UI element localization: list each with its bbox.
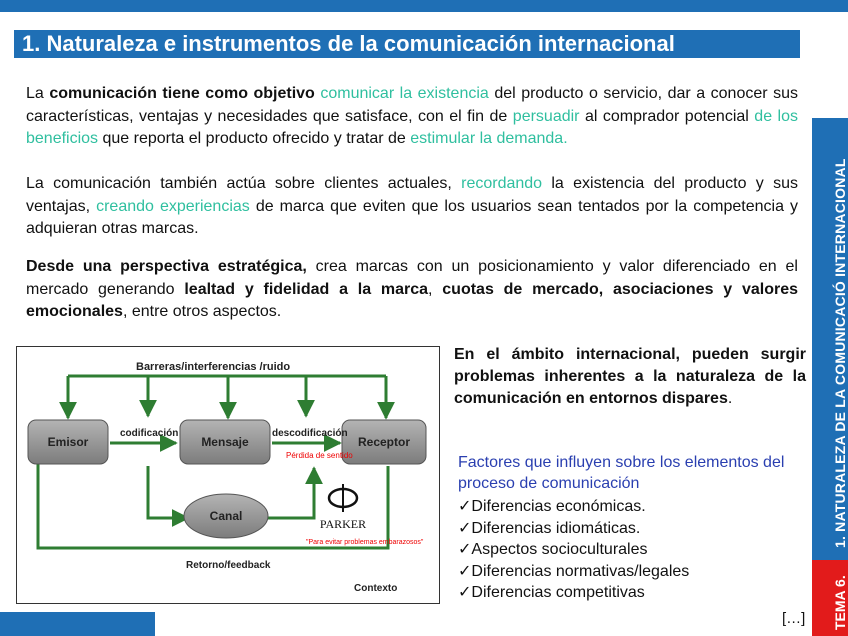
noise-label: Barreras/interferencias /ruido [136, 361, 291, 373]
contexto-label: Contexto [354, 583, 398, 594]
tema-label: TEMA 6. [832, 575, 848, 630]
side-section-label: 1. NATURALEZA DE LA COMUNICACIÓ INTERNACIONAL [832, 158, 848, 548]
paragraph-strategic: Desde una perspectiva estratégica, crea marcas con un posicionamiento y valor diferenciado en el mercado generando lealtad y fidelidad a la marca, cuotas de mercado, asociaciones y valores emocionales, entre otros aspectos. [26, 258, 799, 320]
list-item: ✓Diferencias idiomáticas. [458, 519, 641, 537]
list-item: ✓Diferencias económicas. [458, 498, 646, 515]
bottom-bar [0, 612, 155, 636]
continuation-marker: […] [782, 610, 806, 627]
factors-title: Factores que influyen sobre los elementos del proceso de comunicación [458, 454, 785, 492]
codificacion-label: codificación [120, 428, 179, 439]
page-title: 1. Naturaleza e instrumentos de la comunicación internacional [22, 31, 675, 56]
receptor-label: Receptor [357, 435, 411, 449]
mensaje-label: Mensaje [201, 435, 249, 449]
list-item: ✓Diferencias normativas/legales [458, 562, 690, 580]
list-item: ✓Diferencias competitivas [458, 584, 645, 601]
factors-list [458, 496, 689, 604]
paragraph-objective: La comunicación tiene como objetivo comunicar la existencia del producto o servicio, dar a conocer sus características, ventajas y necesidades que satisface, con el fin de persuadir al comprador potencial de los beneficios que reporta el producto ofrecido y tratar de estimular la demanda. [26, 85, 799, 147]
title-bar [14, 30, 800, 58]
list-item: ✓Aspectos socioculturales [458, 541, 648, 558]
top-bar [0, 0, 848, 12]
canal-label: Canal [209, 509, 243, 523]
perdida-label: Pérdida de sentido [286, 451, 353, 460]
paragraph-current-clients: La comunicación también actúa sobre clientes actuales, recordando la existencia del producto y sus ventajas, creando experiencias de marca que eviten que los usuarios sean tentados por la competencia y adquieran otras marcas. [26, 175, 799, 237]
emisor-label: Emisor [47, 435, 89, 449]
retorno-label: Retorno/feedback [186, 560, 271, 571]
international-problems-text: En el ámbito internacional, pueden surgir problemas inherentes a la naturaleza de la comunicación en entornos dispares. [454, 346, 806, 407]
parker-note: "Para evitar problemas embarazosos" [306, 539, 424, 546]
descodificacion-label: descodificación [272, 428, 348, 439]
communication-process-diagram [16, 346, 440, 604]
svg-text:PARKER: PARKER [319, 517, 367, 531]
